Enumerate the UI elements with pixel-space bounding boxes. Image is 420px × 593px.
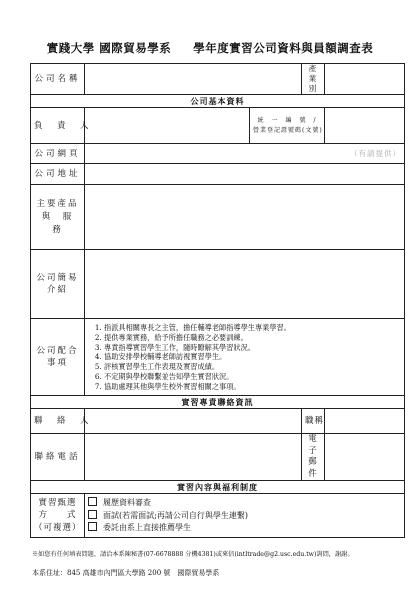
contact-header (31, 396, 405, 409)
duty-item: 3. 專責指導實習學生工作，隨時瞭解其學習狀況。 (104, 343, 401, 353)
industry-label: 產業 別 (302, 64, 325, 95)
job-title-label: 職稱 (302, 409, 325, 434)
products-label: 主要產品 與 服 務 (31, 185, 85, 250)
duties-cell (85, 319, 405, 396)
selection-option[interactable] (88, 497, 401, 509)
footer-note: ※如您有任何填表問題，請洽本系陳秘書(07-6678888 分機4381)或來信(intltrade@g2.usc.edu.tw)詢問，謝謝。 (32, 551, 354, 558)
address-label: 公司地址 (31, 164, 85, 185)
checkbox-icon[interactable] (88, 497, 97, 506)
duties-list (88, 323, 401, 391)
products-row (31, 185, 405, 250)
duty-item: 6. 不定期與學校聯繫並告知學生實習狀況。 (104, 372, 401, 382)
tax-id-label-line2: 營業登記證號碼(文號) (253, 126, 323, 134)
checkbox-icon[interactable] (88, 522, 97, 531)
tax-id-field[interactable] (325, 108, 405, 144)
contact-label: 聯 絡 人 (31, 409, 85, 434)
survey-form (30, 63, 405, 538)
contact-field[interactable] (85, 409, 302, 434)
selection-option[interactable] (88, 522, 401, 534)
products-field[interactable] (85, 185, 405, 250)
company-name-field[interactable] (85, 64, 302, 95)
email-label: 電子 郵件 (302, 434, 325, 481)
basic-info-section-title: 公司基本資料 (31, 95, 405, 108)
contact-row (31, 409, 405, 434)
email-field[interactable] (325, 434, 405, 481)
address-row (31, 164, 405, 185)
option-label: 面試(若需面試;再請公司自行與學生連繫) (103, 510, 248, 520)
owner-field[interactable] (85, 108, 250, 144)
intro-field[interactable] (85, 250, 405, 319)
company-name-label: 公司名稱 (31, 64, 85, 95)
address-field[interactable] (85, 164, 405, 185)
selection-option[interactable] (88, 510, 401, 522)
duty-item: 7. 協助處理其他與學生校外實習相關之事項。 (104, 382, 401, 392)
duties-row (31, 319, 405, 396)
intro-row (31, 250, 405, 319)
option-label: 委託由系上直接推薦學生 (103, 522, 191, 532)
option-label: 履歷資料審查 (103, 498, 151, 508)
form-name: 學年度實習公司資料與員額調查表 (193, 41, 374, 55)
duty-item: 5. 評核實習學生工作表現及實習成績。 (104, 362, 401, 372)
checkbox-icon[interactable] (88, 510, 97, 519)
school-name: 實踐大學 (46, 41, 95, 55)
form-title (0, 40, 420, 56)
selection-options (85, 494, 405, 538)
owner-label: 負 責 人 (31, 108, 85, 144)
internship-section-title: 實習內容與福利制度 (31, 481, 405, 494)
selection-label: 實習甄選 方 式 （可複選） (31, 494, 85, 538)
website-field[interactable]: （有請提供） (85, 144, 405, 164)
job-title-field[interactable] (325, 409, 405, 434)
duties-label: 公司配合 事項 (31, 319, 85, 396)
tax-id-label (250, 108, 325, 144)
duty-item: 2. 提供專業實務，給予所擔任職務之必要訓練。 (104, 333, 401, 343)
website-row (31, 144, 405, 164)
tax-id-label-line1: 統 一 編 號 / (257, 116, 317, 124)
footer-address: 本系住址：845 高雄市內門區大學路 200 號 國際貿易學系 (32, 569, 220, 577)
phone-row (31, 434, 405, 481)
industry-field[interactable] (325, 64, 405, 95)
duty-item: 4. 協助安排學校輔導老師訪視實習學生。 (104, 352, 401, 362)
phone-field[interactable] (85, 434, 302, 481)
department-name: 國際貿易學系 (99, 41, 172, 55)
internship-header (31, 481, 405, 494)
selection-row (31, 494, 405, 538)
intro-label: 公司簡易 介紹 (31, 250, 85, 319)
basic-info-header (31, 95, 405, 108)
company-name-row (31, 64, 405, 95)
website-label: 公司網頁 (31, 144, 85, 164)
owner-row (31, 108, 405, 144)
duty-item: 1. 指派具相關專長之主管，擔任輔導老師指導學生專業學習。 (104, 323, 401, 333)
contact-section-title: 實習專責聯絡資訊 (31, 396, 405, 409)
phone-label: 聯絡電話 (31, 434, 85, 481)
